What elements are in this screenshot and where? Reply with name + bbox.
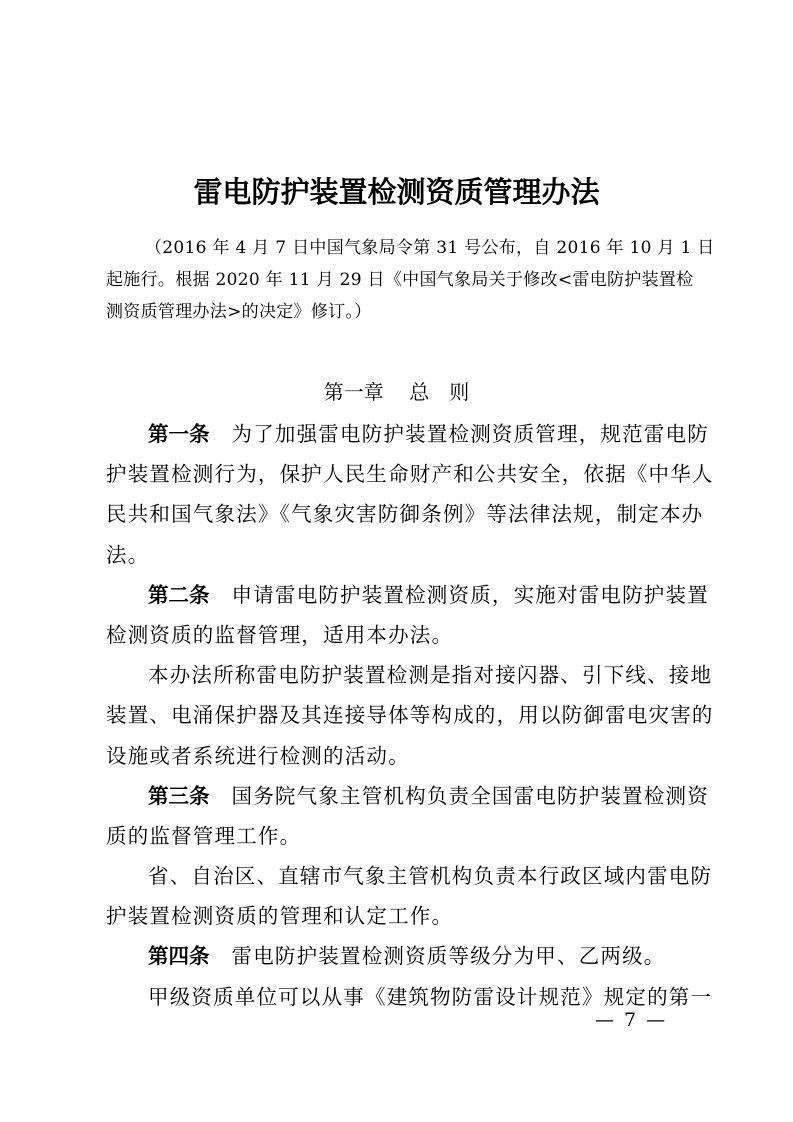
chapter-heading — [0, 375, 793, 409]
article-line: 法。 — [106, 542, 150, 567]
article-line: 护装置检测行为，保护人民生命财产和公共安全，依据《中华人 — [106, 462, 714, 487]
document-title: 雷电防护装置检测资质管理办法 — [193, 175, 600, 209]
paragraph-first-line: 甲级资质单位可以从事《建筑物防雷设计规范》规定的第一 — [148, 984, 713, 1009]
page-number: — 7 — — [595, 1009, 668, 1031]
article-first-line — [106, 575, 709, 615]
promulgation-note-line: 起施行。根据 2020 年 11 月 29 日《中国气象局关于修改<雷电防护装置检 — [106, 270, 694, 290]
article-text: 国务院气象主管机构负责全国雷电防护装置检测资 — [231, 783, 709, 808]
article-label: 第四条 — [148, 944, 210, 969]
article-line: 设施或者系统进行检测的活动。 — [106, 743, 410, 768]
article-text: 申请雷电防护装置检测资质，实施对雷电防护装置 — [231, 582, 709, 607]
chapter-number: 第一章 — [323, 380, 384, 404]
article-label: 第一条 — [148, 422, 210, 446]
article-line: 护装置检测资质的管理和认定工作。 — [106, 904, 454, 929]
article-body — [106, 414, 714, 1017]
article-first-line — [106, 414, 709, 454]
article-first-line — [106, 936, 696, 976]
chapter-name: 总 则 — [409, 380, 470, 404]
article-line: 民共和国气象法》《气象灾害防御条例》等法律法规，制定本办 — [106, 502, 704, 527]
promulgation-note — [106, 232, 715, 328]
article-label: 第二条 — [148, 582, 210, 607]
article-first-line — [106, 776, 709, 816]
paragraph-first-line: 本办法所称雷电防护装置检测是指对接闪器、引下线、接地 — [148, 663, 713, 688]
article-label: 第三条 — [148, 783, 210, 808]
article-line: 检测资质的监督管理，适用本办法。 — [106, 622, 454, 647]
article-text: 为了加强雷电防护装置检测资质管理，规范雷电防 — [231, 422, 709, 446]
promulgation-note-line: （2016 年 4 月 7 日中国气象局令第 31 号公布，自 2016 年 10 月 1 日 — [145, 238, 715, 258]
promulgation-note-line: 测资质管理办法>的决定》修订。） — [106, 302, 372, 322]
paragraph-first-line: 省、自治区、直辖市气象主管机构负责本行政区域内雷电防 — [148, 864, 713, 889]
article-line: 质的监督管理工作。 — [106, 823, 302, 848]
article-text: 雷电防护装置检测资质等级分为甲、乙两级。 — [231, 944, 666, 969]
article-line: 装置、电涌保护器及其连接导体等构成的，用以防御雷电灾害的 — [106, 703, 714, 728]
